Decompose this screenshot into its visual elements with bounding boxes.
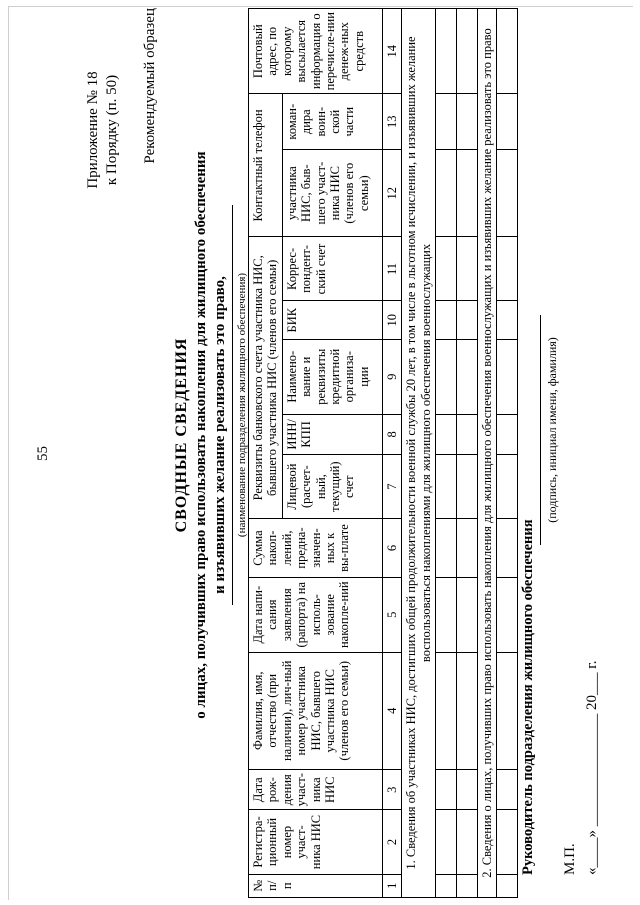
col-number: 2 [382, 810, 401, 874]
col-number: 1 [382, 874, 401, 897]
signature-line [540, 315, 541, 545]
header-phone-participant: участника НИС, быв-шего участ-ника НИС (членов его семьи) [282, 149, 382, 237]
col-number: 7 [382, 455, 401, 519]
recommended-sample-label: Рекомендуемый образец [142, 8, 158, 164]
header-contact-phone: Контактный телефон [249, 94, 283, 237]
column-number-row [382, 9, 401, 898]
header-phone-commander: коман-дира воин-ской части [282, 94, 382, 149]
page-number: 55 [35, 446, 51, 461]
header-birth-date: Дата рож-дения участ-ника НИС [249, 769, 383, 810]
empty-row [456, 9, 477, 898]
col-number: 5 [382, 577, 401, 652]
header-bank-details: Реквизиты банковского счета участника НИС, бывшего участника НИС (членов его семьи) [249, 237, 283, 519]
header-corr-account: Коррес-пондент-ский счет [282, 237, 382, 301]
col-number: 9 [382, 339, 401, 414]
header-reg-number: Регистра-ционный номер участ-ника НИС [249, 810, 383, 874]
col-number: 3 [382, 769, 401, 810]
signature-caption: (подпись, инициал имени, фамилия) [545, 337, 559, 523]
header-amount: Сумма накоп-лений, предна-значен-ных к вы-плате [249, 519, 383, 578]
col-number: 8 [382, 414, 401, 455]
empty-row [497, 9, 518, 898]
header-application-date: Дата напи-сания заявления (рапорта) на исполь-зование накопле-ний [249, 577, 383, 652]
section-2-label: 2. Сведения о лицах, получивших право использовать накопления для жилищного обеспечения военнослужащих и изъявивших желание реализовать это право [477, 9, 496, 898]
document-subtitle-1: о лицах, получивших право использовать накопления для жилищного обеспечения [193, 151, 209, 719]
col-number: 14 [382, 9, 401, 94]
subdivision-caption: (наименование подразделения жилищного обеспечения) [236, 272, 248, 538]
header-postal-address: Почтовый адрес, по которому высылается информация о перечисле-нии денеж-ных средств [249, 9, 383, 94]
col-number: 6 [382, 519, 401, 578]
date-line: «____» _______________ 20___ г. [584, 660, 600, 875]
header-full-name: Фамилия, имя, отчество (при наличии), лич-ный номер участника НИС, бывшего участника НИС (членов его семьи) [249, 652, 383, 769]
col-number: 13 [382, 94, 401, 149]
header-bank-name: Наимено-вание и реквизиты кредитной организа-ции [282, 339, 382, 414]
appendix-line2: к Порядку (п. 50) [103, 74, 120, 186]
appendix-block [84, 10, 122, 250]
col-number: 11 [382, 237, 401, 301]
document-subtitle-2: и изъявивших желание реализовать это право, [212, 276, 228, 594]
header-num: № п/п [249, 874, 383, 897]
section-1-label: 1. Сведения об участниках НИС, достигших общей продолжительности военной службы 20 лет, в том числе в льготном исчислении, и изъявивших желание воспользоваться накоплениями для жилищного обеспечения военнослужащих [402, 9, 436, 898]
col-number: 12 [382, 149, 401, 237]
summary-table [248, 8, 518, 898]
header-inn-kpp: ИНН/ КПП [282, 414, 382, 455]
empty-row [435, 9, 456, 898]
col-number: 4 [382, 652, 401, 769]
header-bik: БИК [282, 301, 382, 339]
col-number: 10 [382, 301, 401, 339]
head-of-division-label: Руководитель подразделения жилищного обеспечения [520, 519, 536, 875]
subdivision-fill-line [232, 205, 233, 605]
document-title: СВОДНЫЕ СВЕДЕНИЯ [173, 337, 190, 533]
stamp-place-label: М.П. [562, 843, 578, 875]
header-account: Лицевой (расчет-ный, текущий) счет [282, 455, 382, 519]
appendix-line1: Приложение № 18 [85, 71, 101, 189]
